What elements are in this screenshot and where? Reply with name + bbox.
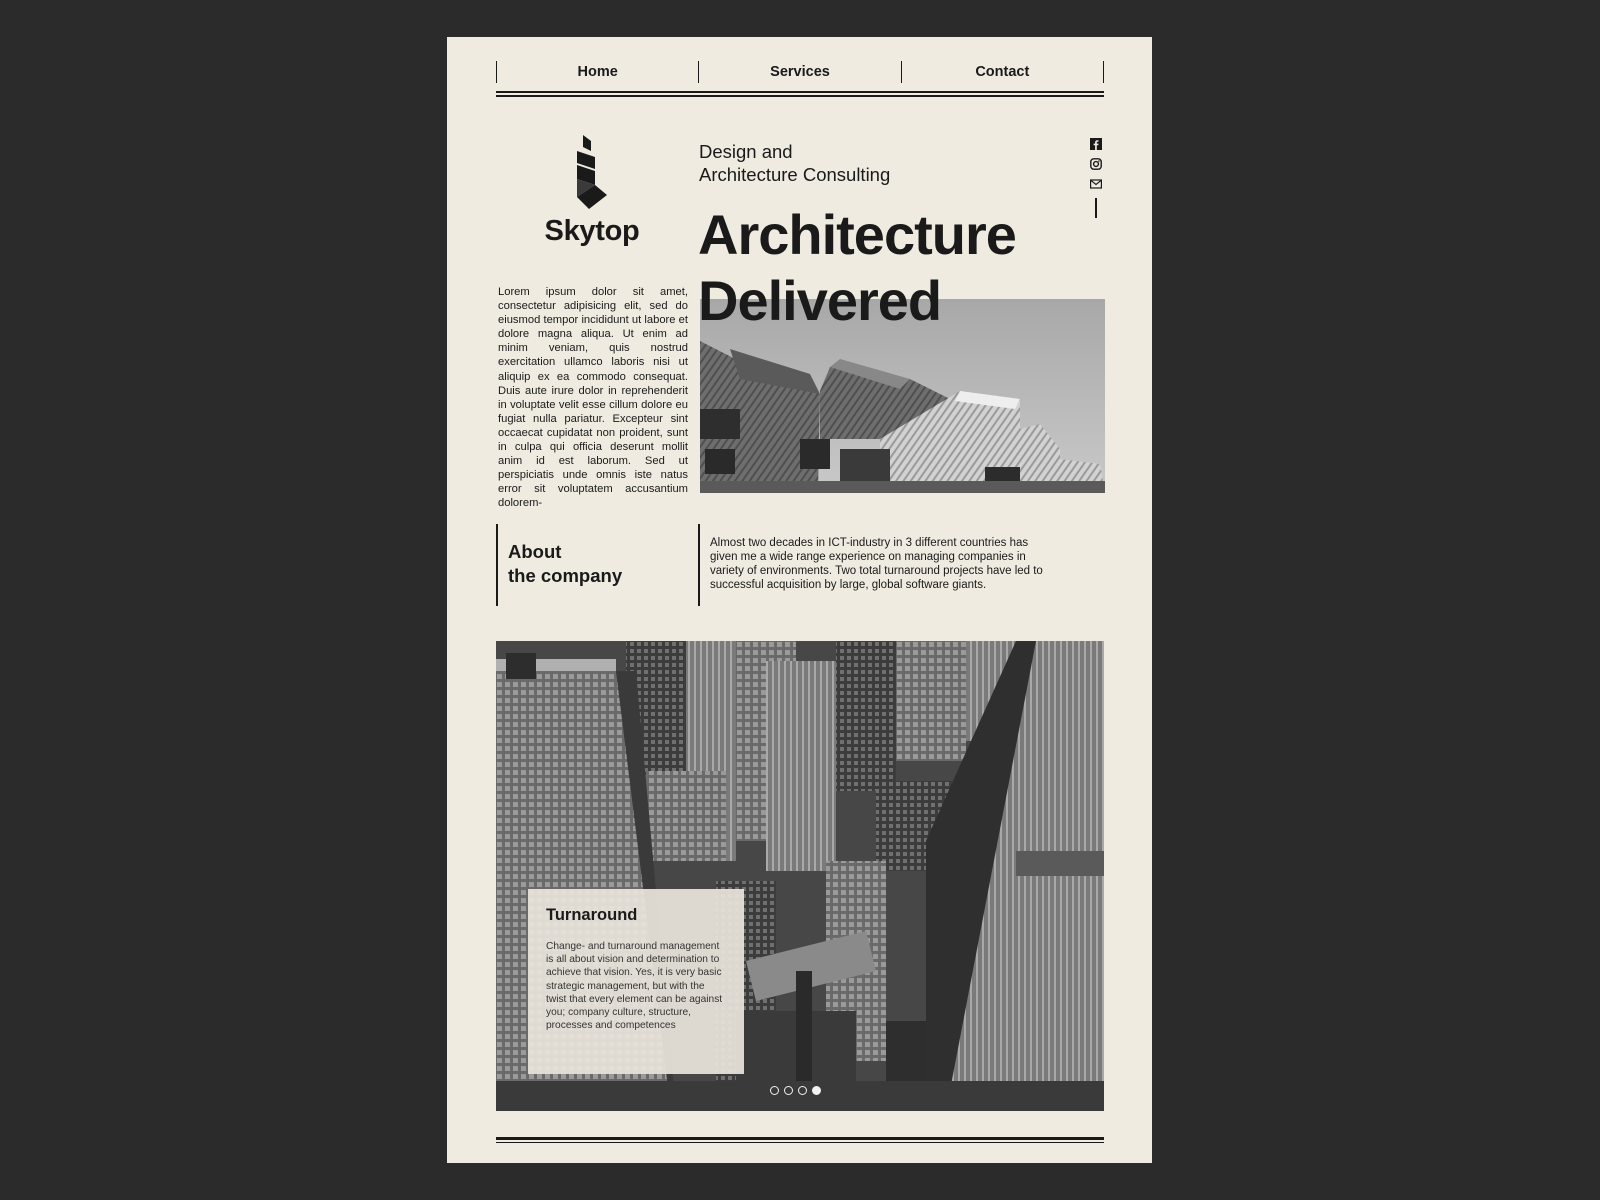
hero-headline bbox=[698, 202, 1016, 334]
about-heading-line-1: About bbox=[508, 541, 562, 562]
stacked-blocks-logo-icon[interactable] bbox=[567, 135, 617, 213]
slider-dot-1[interactable] bbox=[770, 1086, 779, 1095]
tagline-line-1: Design and bbox=[699, 141, 793, 162]
intro-paragraph: Lorem ipsum dolor sit amet, consectetur adipisicing elit, sed do eiusmod tempor incididunt ut labore et dolore magna aliqua. Ut enim ad minim veniam, quis nostrud exercitation ullamco laboris nisi ut aliquip ex ea commodo consequat. Duis aute irure dolor in reprehenderit in voluptate velit esse cillum dolore eu fugiat nulla pariatur. Excepteur sint occaecat cupidatat non proident, sunt in culpa qui officia deserunt mollit anim id est laborum. Sed ut perspiciatis unde omnis iste natus error sit voluptatem accusantium dolorem- bbox=[498, 286, 688, 510]
social-divider bbox=[1095, 198, 1097, 218]
nav-divider bbox=[1103, 61, 1104, 83]
city-slider[interactable] bbox=[496, 641, 1104, 1111]
card-title: Turnaround bbox=[546, 906, 638, 924]
slider-dot-4[interactable] bbox=[812, 1086, 821, 1095]
slider-dot-3[interactable] bbox=[798, 1086, 807, 1095]
card-body: Change- and turnaround management is all about vision and determination to achieve that vision. Yes, it is very basic strategic management, but with the twist that every element can be against you; company culture, structure, processes and competences bbox=[546, 941, 723, 1032]
tagline bbox=[699, 140, 890, 186]
slider-pagination bbox=[770, 1086, 821, 1095]
instagram-icon[interactable] bbox=[1090, 158, 1102, 170]
brand-name[interactable]: Skytop bbox=[544, 215, 640, 247]
nav-home[interactable]: Home bbox=[577, 64, 618, 80]
social-links bbox=[1090, 138, 1104, 218]
headline-line-1: Architecture bbox=[698, 203, 1016, 266]
turnaround-card bbox=[528, 889, 744, 1074]
tagline-line-2: Architecture Consulting bbox=[699, 164, 891, 185]
page bbox=[447, 37, 1152, 1163]
nav-services[interactable]: Services bbox=[770, 64, 830, 80]
nav-contact[interactable]: Contact bbox=[975, 64, 1030, 80]
facebook-icon[interactable] bbox=[1090, 138, 1102, 150]
headline-line-2: Delivered bbox=[698, 269, 942, 332]
about-text: Almost two decades in ICT-industry in 3 different countries has given me a wide range experience on managing companies in variety of environments. Two total turnaround projects have led to successful acquisition by large, global software giants. bbox=[710, 537, 1043, 591]
mail-icon[interactable] bbox=[1090, 178, 1102, 190]
about-divider-2 bbox=[698, 524, 700, 606]
about-divider bbox=[496, 524, 498, 606]
about-heading-line-2: the company bbox=[508, 565, 623, 586]
top-nav bbox=[496, 61, 1104, 83]
about-heading bbox=[508, 540, 622, 588]
footer-rule bbox=[496, 1137, 1104, 1143]
nav-rule bbox=[496, 91, 1104, 97]
slider-dot-2[interactable] bbox=[784, 1086, 793, 1095]
